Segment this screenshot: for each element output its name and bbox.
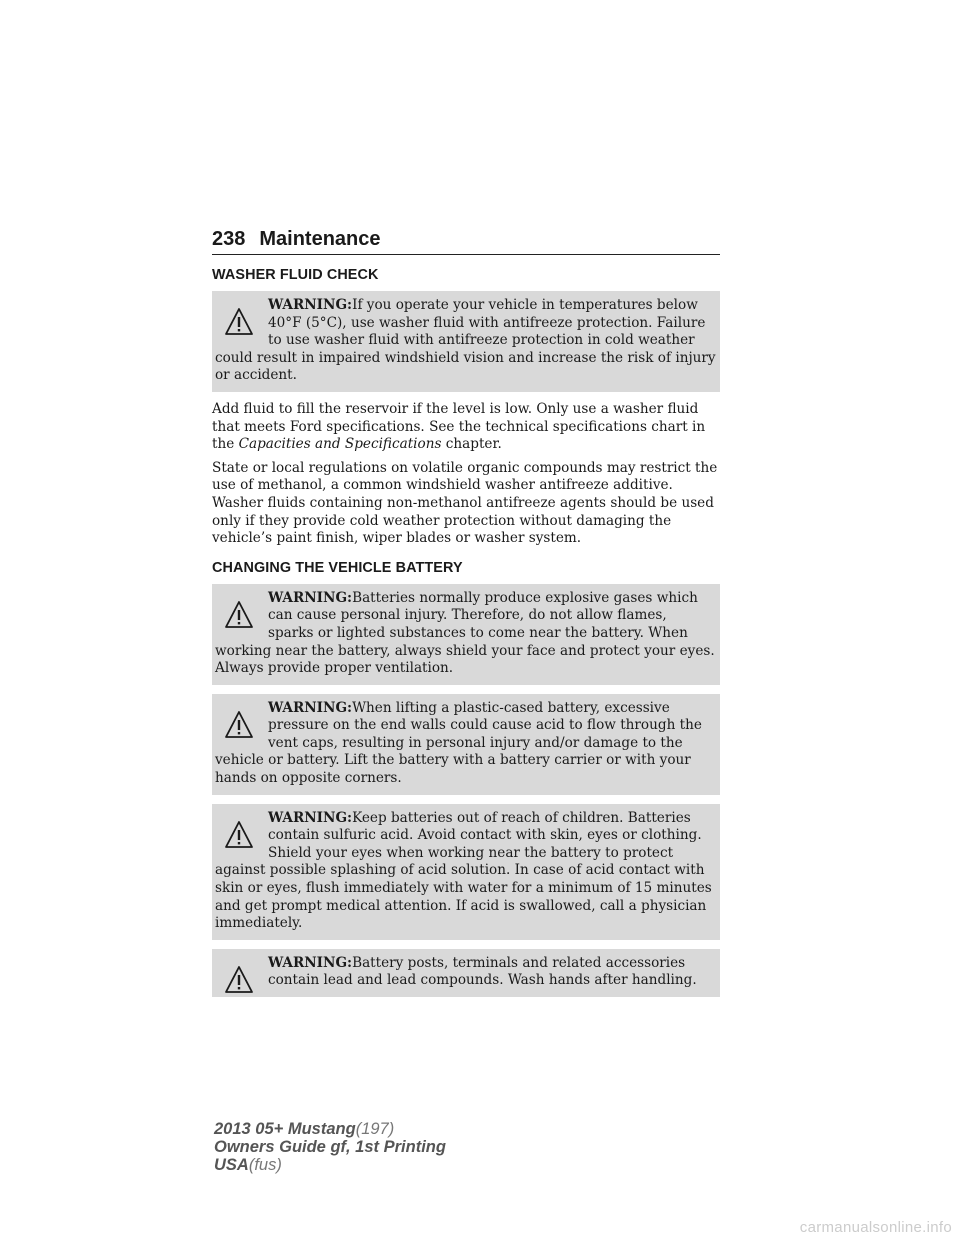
warning-label: WARNING: (268, 589, 353, 606)
page-header (212, 228, 720, 255)
warning-label: WARNING: (268, 297, 353, 313)
section-heading-washer: WASHER FLUID CHECK (212, 267, 379, 283)
watermark-text: carmanualsonline.info (799, 1219, 952, 1236)
warning-text: Keep batteries out of reach of children. Batteries contain sulfuric acid. Avoid contact with skin, eyes or clothing. Shield your eyes when working near the battery to protect against possible splashing of acid solution. In case of acid contact with skin or eyes, flush immediately with water for a minimum of 15 minutes and get prompt medical attention. If acid is swallowed, call a physician immediately. (215, 809, 712, 932)
warning-text: Battery posts, terminals and related accessories contain lead and lead compounds. Wash hands after handling. (268, 954, 697, 989)
page-number: 238 (212, 228, 246, 250)
warning-triangle-icon (224, 965, 254, 995)
paragraph-text: chapter. (445, 436, 502, 453)
warning-box (212, 291, 720, 392)
warning-text: If you operate your vehicle in temperatures below 40°F (5°C), use washer fluid with antifreeze protection. Failure to use washer fluid with antifreeze protection in cold weather could result in impaired windshield vision and increase the risk of injury or accident. (215, 297, 716, 384)
warning-box (212, 584, 720, 685)
warning-triangle-icon (224, 600, 254, 630)
footer-line-guide (214, 1138, 446, 1156)
warning-label: WARNING: (268, 954, 353, 971)
paragraph-text: Add fluid to fill the reservoir if the level is low. Only use a washer fluid that meets Ford specifications. See the technical specifications chart in the (212, 400, 706, 453)
footer-market-code: (fus) (248, 1156, 282, 1174)
footer-market: USA (214, 1156, 249, 1174)
footer-model: 2013 05+ Mustang (214, 1120, 356, 1138)
print-footer (214, 1120, 446, 1174)
footer-code: (197) (355, 1120, 395, 1138)
paragraph: State or local regulations on volatile organic compounds may restrict the use of methanol, a common windshield washer antifreeze additive. Washer fluids containing non-methanol antifreeze agents should be used only if they provide cold weather protection without damaging the vehicle’s paint finish, wiper blades or washer system. (212, 459, 718, 547)
warning-triangle-icon (224, 820, 254, 850)
warning-text: Batteries normally produce explosive gases which can cause personal injury. Therefore, do not allow flames, sparks or lighted substances to come near the battery. When working near the battery, always shield your face and protect your eyes. Always provide proper ventilation. (215, 589, 715, 677)
warning-box (212, 949, 720, 997)
paragraph (212, 401, 720, 454)
warning-label: WARNING: (268, 699, 353, 716)
warning-box (212, 694, 720, 795)
footer-line-model (214, 1120, 446, 1138)
warning-triangle-icon (224, 307, 254, 337)
footer-line-market (214, 1156, 446, 1174)
manual-page (212, 228, 720, 1006)
warning-label: WARNING: (268, 809, 353, 826)
section-heading-battery: CHANGING THE VEHICLE BATTERY (212, 559, 463, 576)
warning-text: When lifting a plastic-cased battery, excessive pressure on the end walls could cause acid to flow through the vent caps, resulting in personal injury and/or damage to the vehicle or battery. Lift the battery with a battery carrier or with your hands on opposite corners. (215, 699, 702, 787)
footer-guide: Owners Guide gf, 1st Printing (214, 1138, 446, 1156)
chapter-reference: Capacities and Specifications (238, 436, 442, 453)
warning-triangle-icon (224, 710, 254, 740)
chapter-title: Maintenance (259, 228, 381, 250)
warning-box (212, 804, 720, 940)
